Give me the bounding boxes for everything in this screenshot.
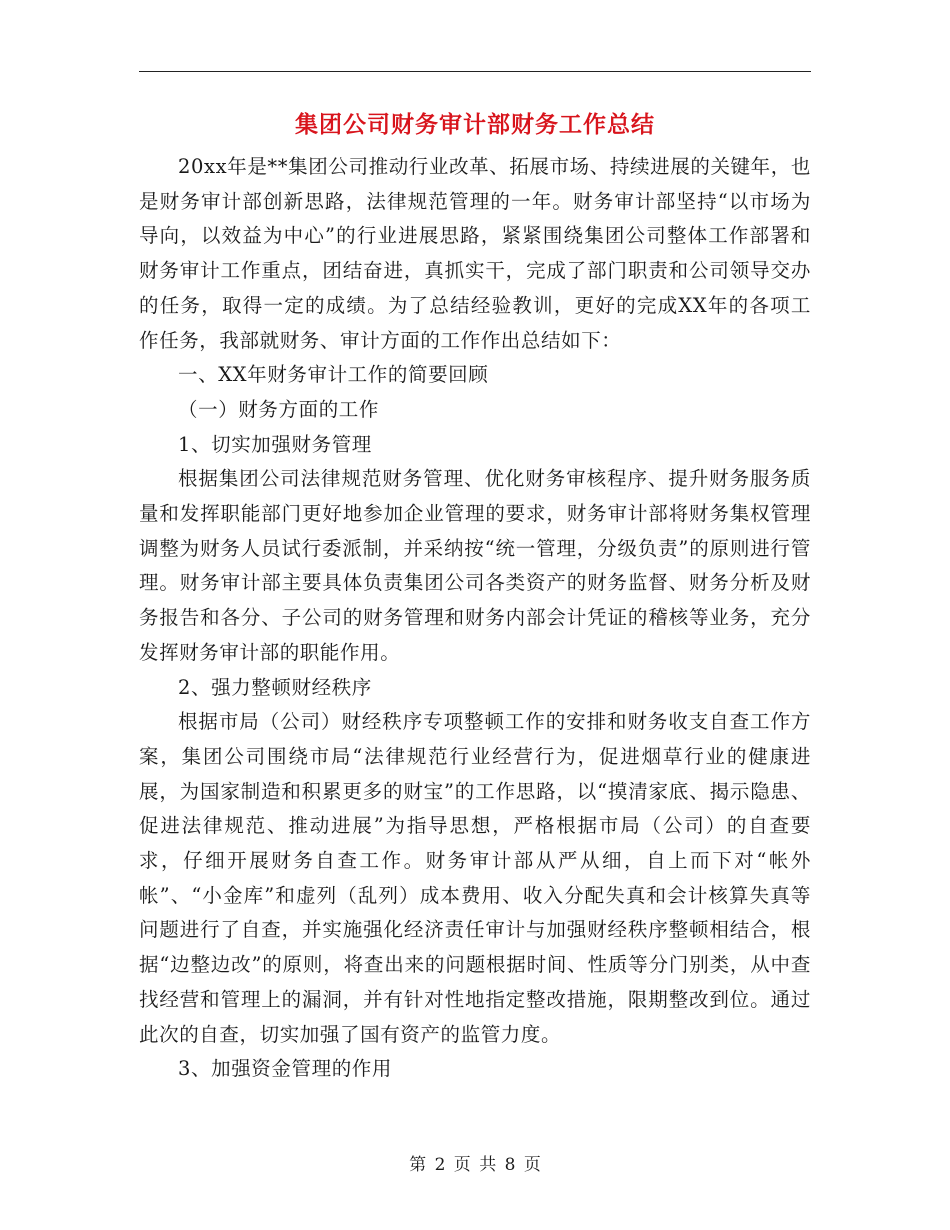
- header-rule: [139, 71, 811, 72]
- item-heading: 2、强力整顿财经秩序: [178, 675, 372, 699]
- item-heading: 1、切实加强财务管理: [178, 432, 372, 456]
- item-paragraph: 根据市局（公司）财经秩序专项整顿工作的安排和财务收支自查工作方案，集团公司围绕市局“法律规范行业经营行为，促进烟草行业的健康进展，为国家制造和积累更多的财宝”的工作思路，以“摸清家底、揭示隐患、促进法律规范、推动进展”为指导思想，严格根据市局（公司）的自查要求，仔细开展财务自查工作。财务审计部从严从细，自上而下对“帐外帐”、“小金库”和虚列（乱列）成本费用、收入分配失真和会计核算失真等问题进行了自查，并实施强化经济责任审计与加强财经秩序整顿相结合，根据“边整边改”的原则，将查出来的问题根据时间、性质等分门别类，从中查找经营和管理上的漏洞，并有针对性地指定整改措施，限期整改到位。通过此次的自查，切实加强了国有资产的监管力度。: [139, 710, 811, 1046]
- document-title: 集团公司财务审计部财务工作总结: [295, 112, 655, 138]
- item-heading: 3、加强资金管理的作用: [178, 1057, 393, 1081]
- subsection-heading: （一）财务方面的工作: [178, 397, 380, 421]
- item-paragraph: 根据集团公司法律规范财务管理、优化财务审核程序、提升财务服务质量和发挥职能部门更好地参加企业管理的要求，财务审计部将财务集权管理调整为财务人员试行委派制，并采纳按“统一管理，分级负责”的原则进行管理。财务审计部主要具体负责集团公司各类资产的财务监督、财务分析及财务报告和各分、子公司的财务管理和财务内部会计凭证的稽核等业务，充分发挥财务审计部的职能作用。: [139, 467, 811, 664]
- intro-paragraph: 20xx年是**集团公司推动行业改革、拓展市场、持续进展的关键年，也是财务审计部创新思路，法律规范管理的一年。财务审计部坚持“以市场为导向，以效益为中心”的行业进展思路，紧紧围绕集团公司整体工作部署和财务审计工作重点，团结奋进，真抓实干，完成了部门职责和公司领导交办的任务，取得一定的成绩。为了总结经验教训，更好的完成XX年的各项工作任务，我部就财务、审计方面的工作作出总结如下：: [139, 155, 811, 352]
- section-heading: 一、XX年财务审计工作的简要回顾: [178, 363, 489, 387]
- document-body: [139, 150, 811, 1087]
- page-number-footer: 第 2 页 共 8 页: [409, 1155, 541, 1175]
